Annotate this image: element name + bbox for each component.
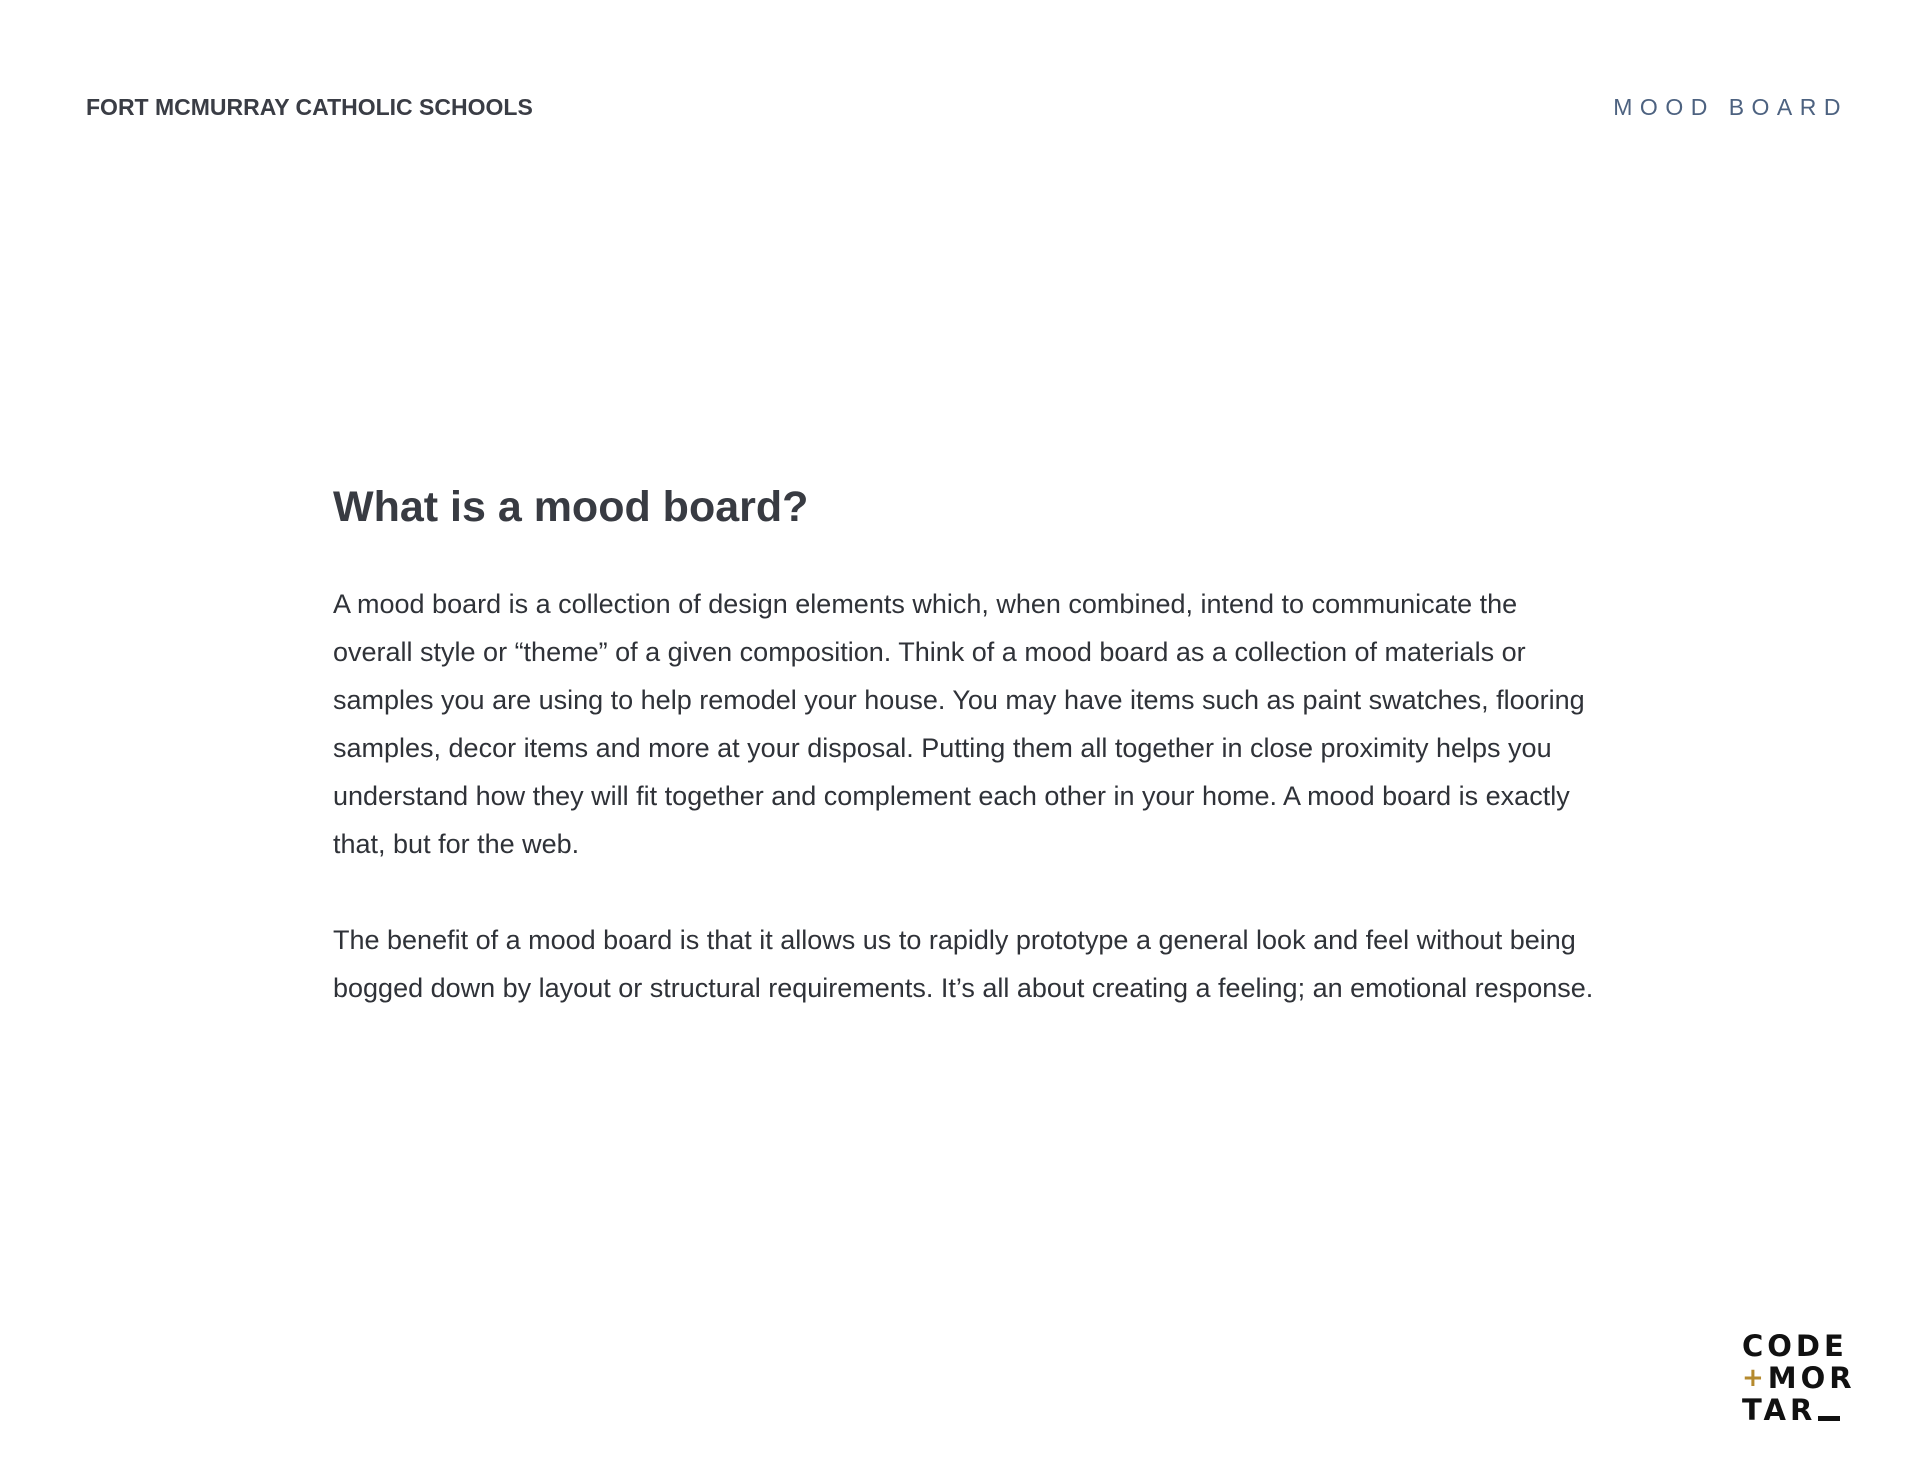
logo-line-3 bbox=[1742, 1394, 1860, 1426]
logo-line-2 bbox=[1742, 1362, 1860, 1394]
logo-line-3-text: TAR bbox=[1742, 1393, 1817, 1427]
logo-plus-icon: + bbox=[1742, 1363, 1764, 1393]
main-content bbox=[333, 476, 1603, 1060]
page-title: What is a mood board? bbox=[333, 483, 809, 531]
paragraph-intro: A mood board is a collection of design elements which, when combined, intend to communicate the overall style or “theme” of a given composition. Think of a mood board as a collection of materials or samples you are using to help remodel your house. You may have items such as paint swatches, flooring samples, decor items and more at your disposal. Putting them all together in close proximity helps you understand how they will fit together and complement each other in your home. A mood board is exactly that, but for the web. bbox=[333, 589, 1585, 859]
logo-underscore-bar bbox=[1818, 1416, 1840, 1421]
section-label: MOOD BOARD bbox=[1613, 94, 1848, 120]
organization-name: FORT MCMURRAY CATHOLIC SCHOOLS bbox=[86, 94, 533, 120]
code-mortar-logo bbox=[1742, 1330, 1860, 1426]
logo-line-2-text: MOR bbox=[1767, 1361, 1856, 1395]
logo-line-1: CODE bbox=[1742, 1329, 1848, 1363]
paragraph-benefit: The benefit of a mood board is that it allows us to rapidly prototype a general look and feel without being bogged down by layout or structural requirements. It’s all about creating a feeling; an emotional response. bbox=[333, 925, 1594, 1003]
